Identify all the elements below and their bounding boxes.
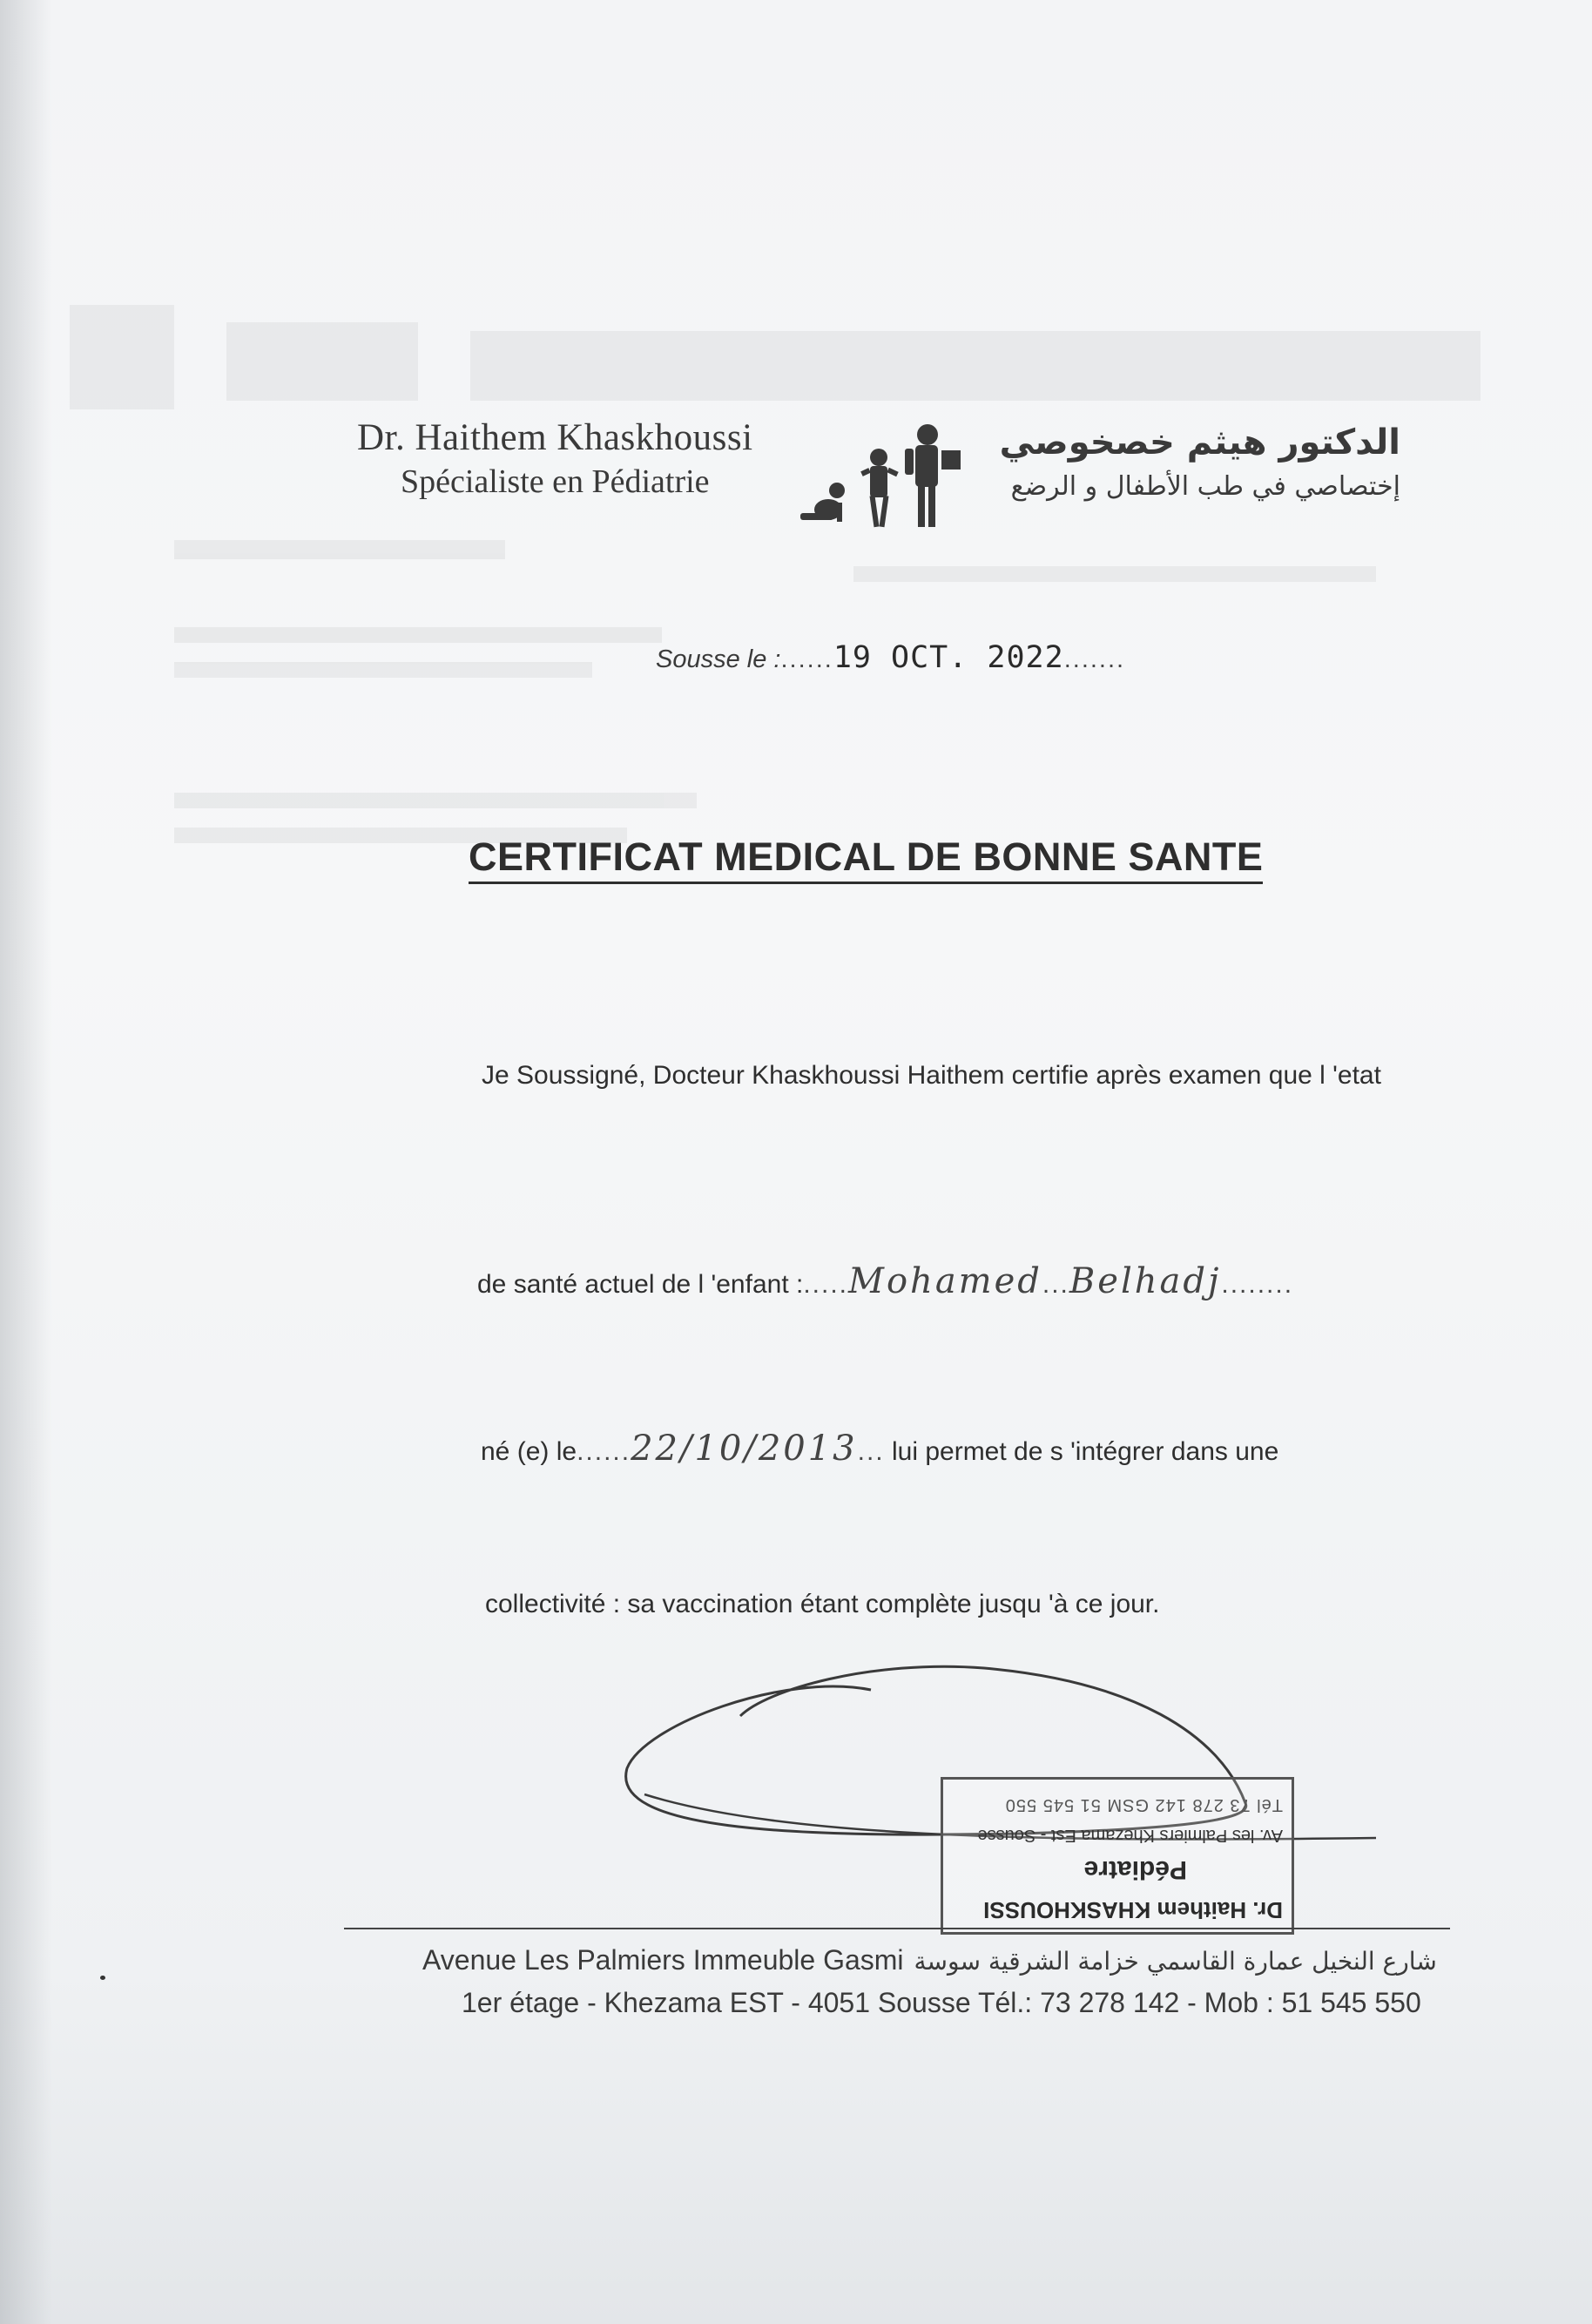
footer-divider [344, 1928, 1450, 1929]
body-line-3-rest: lui permet de s 'intégrer dans une [891, 1437, 1279, 1466]
date-line [656, 640, 1125, 675]
body-line-3 [481, 1429, 1278, 1469]
footer-address-ar: شارع النخيل عمارة القاسمي خزامة الشرقية سوسة [914, 1947, 1437, 1976]
certificate-title: CERTIFICAT MEDICAL DE BONNE SANTE [469, 834, 1263, 884]
child-name-label: de santé actuel de l 'enfant : [477, 1270, 804, 1299]
body-line-2 [477, 1261, 1293, 1301]
doctor-header-french [357, 416, 753, 501]
birth-date-handwritten: 22/10/2013 [631, 1429, 858, 1469]
footer-contact: 1er étage - Khezama EST - 4051 Sousse Tél.: 73 278 142 - Mob : 51 545 550 [462, 1987, 1421, 2018]
birth-date-dots-before: ...... [577, 1437, 631, 1466]
child-name-dots-before: ..... [803, 1270, 849, 1299]
stamp-line-1: Dr. Haithem KHASKHOUSSI [983, 1897, 1283, 1923]
body-line-1: Je Soussigné, Docteur Khaskhoussi Haithem certifie après examen que l 'etat [482, 1061, 1381, 1090]
date-value: 19 OCT. 2022 [833, 640, 1064, 675]
child-name-dots-mid: ... [1042, 1270, 1069, 1299]
doctor-header-arabic [1000, 422, 1400, 502]
doctor-name-ar: الدكتور هيثم خصخوصي [999, 422, 1400, 463]
doctor-specialty-ar: إختصاصي في طب الأطفال و الرضع [1010, 471, 1400, 502]
stamp-line-3: Av. les Palmiers Khezama Est - Sousse [977, 1826, 1283, 1845]
doctor-name-fr: Dr. Haithem Khaskhoussi [357, 417, 753, 458]
child-name-dots-after: ........ [1221, 1270, 1294, 1299]
doctor-specialty-fr: Spécialiste en Pédiatrie [401, 463, 710, 500]
doctor-stamp [941, 1777, 1294, 1935]
footer-address-fr: Avenue Les Palmiers Immeuble Gasmi [422, 1944, 904, 1976]
stamp-line-4: Tél 73 278 142 GSM 51 545 550 [1004, 1795, 1283, 1814]
birth-date-label: né (e) le [481, 1437, 577, 1466]
page-edge-shadow [0, 0, 52, 2324]
birth-date-dots-after: ... [857, 1437, 885, 1466]
body-line-4: collectivité : sa vaccination étant complète jusqu 'à ce jour. [485, 1590, 1160, 1618]
footer-address [348, 1944, 1446, 2019]
child-last-name-handwritten: Belhadj [1069, 1261, 1222, 1301]
date-dots-before: ...... [780, 645, 833, 673]
child-first-name-handwritten: Mohamed [848, 1261, 1042, 1301]
date-label: Sousse le : [656, 645, 781, 673]
children-silhouettes-icon [788, 422, 962, 531]
stamp-line-2: Pédiatre [1083, 1855, 1187, 1884]
date-dots-after: ....... [1063, 645, 1126, 673]
paper-speck [100, 1976, 105, 1980]
